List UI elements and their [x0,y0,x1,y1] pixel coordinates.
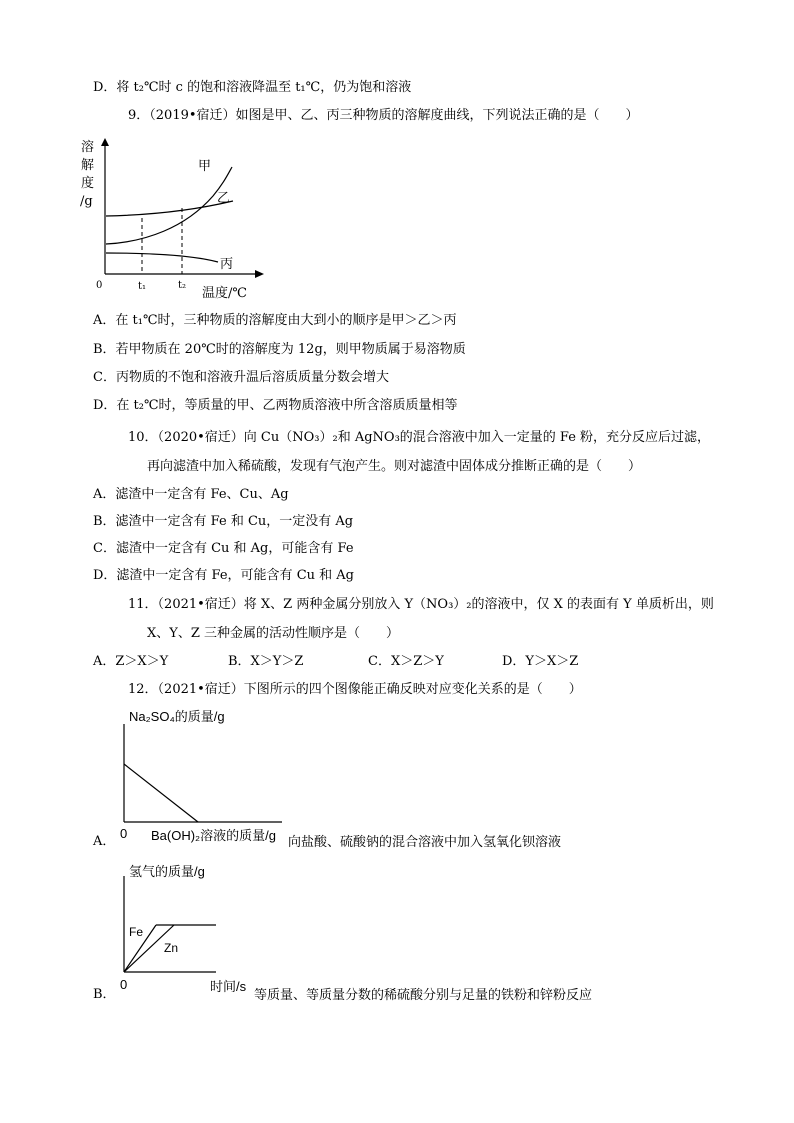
q9-option-c: C．丙物质的不饱和溶液升温后溶质质量分数会增大 [93,370,389,385]
graph-a-x-label: Ba(OH)₂溶液的质量/g [151,828,276,843]
graph-b-fe-label: Fe [129,925,144,939]
q11-option-a: A．Z＞X＞Y [93,654,169,669]
graph-a-y-label: Na₂SO₄的质量/g [129,709,225,724]
q12-option-a-label: A． [93,834,116,849]
q11-option-d: D．Y＞X＞Z [502,654,579,669]
graph-b-zn-label: Zn [164,941,179,955]
graph-a-origin: 0 [120,826,128,841]
curve-bing-label: 丙 [220,257,234,272]
curve-jia-label: 甲 [198,159,212,174]
q9-option-b: B．若甲物质在 20℃时的溶解度为 12g，则甲物质属于易溶物质 [93,342,466,357]
q9-option-d: D．在 t₂℃时，等质量的甲、乙两物质溶液中所含溶质质量相等 [93,398,458,413]
x-axis-label: 温度/℃ [202,286,247,301]
q9-option-a: A．在 t₁℃时，三种物质的溶解度由大到小的顺序是甲＞乙＞丙 [93,313,457,328]
y-axis-label-1: 溶 [81,140,95,155]
origin-label: 0 [96,280,103,291]
graph-a-line [124,764,198,822]
q12-option-b-text: 等质量、等质量分数的稀硫酸分别与足量的铁粉和锌粉反应 [254,987,593,1002]
t1-label: t₁ [138,281,147,292]
graph-b-x-label: 时间/s [210,979,247,994]
q10-stem-line1: 10．（2020•宿迁）向 Cu（NO₃）₂和 AgNO₃的混合溶液中加入一定量的 Fe 粉，充分反应后过滤， [128,430,711,445]
q12-option-a-text: 向盐酸、硫酸钠的混合溶液中加入氢氧化钡溶液 [288,834,562,849]
t2-label: t₂ [178,280,187,291]
q10-stem-line2: 再向滤渣中加入稀硫酸，发现有气泡产生。则对滤渣中固体成分推断正确的是（ ） [147,459,642,474]
curve-yi [106,201,233,216]
graph-b-y-label: 氢气的质量/g [129,864,205,879]
q11-stem-line1: 11．（2021•宿迁）将 X、Z 两种金属分别放入 Y（NO₃）₂的溶液中，仅 X 的表面有 Y 单质析出，则 [128,597,714,612]
y-axis-label-4: /g [80,194,93,209]
curve-yi-label: 乙 [217,191,231,206]
q8-option-d: D．将 t₂℃时 c 的饱和溶液降温至 t₁℃，仍为饱和溶液 [93,80,412,95]
q9-stem: 9．（2019•宿迁）如图是甲、乙、丙三种物质的溶解度曲线，下列说法正确的是（ ） [128,108,639,123]
q12-stem: 12．（2021•宿迁）下图所示的四个图像能正确反映对应变化关系的是（ ） [128,682,582,697]
graph-b-origin: 0 [120,977,128,992]
curve-bing [106,253,218,262]
q11-option-b: B．X＞Y＞Z [228,654,304,669]
y-axis-label-2: 解 [81,158,95,173]
y-axis-label-3: 度 [81,176,95,191]
solubility-curve-graph [75,138,265,303]
graph-a [118,704,298,854]
q10-option-b: B．滤渣中一定含有 Fe 和 Cu，一定没有 Ag [93,514,354,529]
graph-b [118,860,258,995]
q10-option-d: D．滤渣中一定含有 Fe，可能含有 Cu 和 Ag [93,568,354,583]
q11-option-c: C．X＞Z＞Y [368,654,444,669]
q12-option-b-label: B． [93,987,116,1002]
q10-option-c: C．滤渣中一定含有 Cu 和 Ag，可能含有 Fe [93,541,354,556]
q10-option-a: A．滤渣中一定含有 Fe、Cu、Ag [93,487,289,502]
q11-stem-line2: X、Y、Z 三种金属的活动性顺序是（ ） [147,626,400,641]
